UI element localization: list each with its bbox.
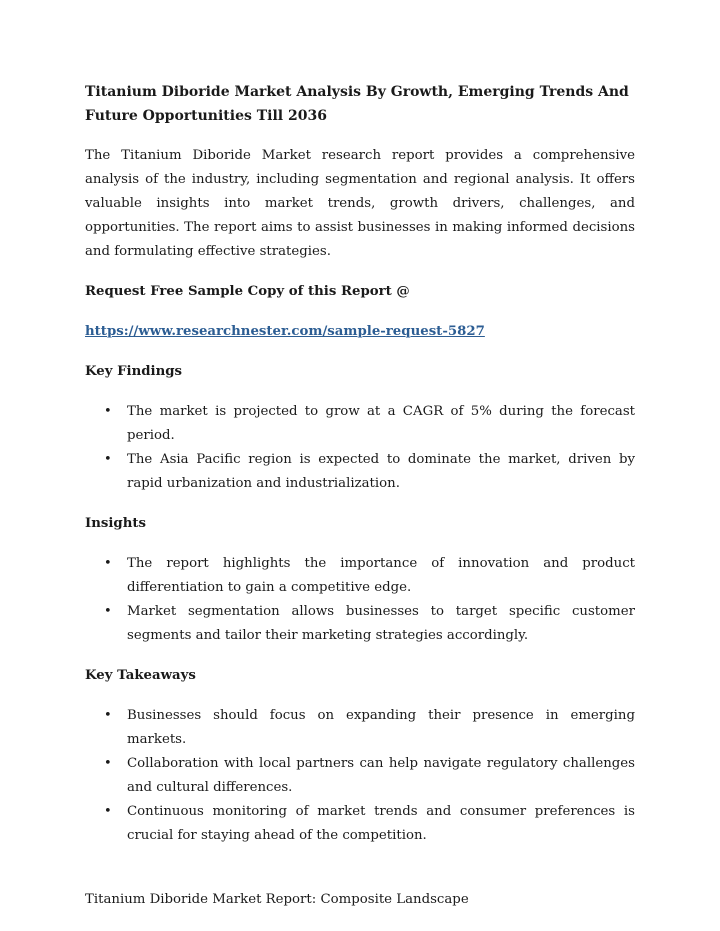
list-item	[85, 752, 635, 800]
bullet-icon: •	[104, 556, 112, 571]
key-findings-heading: Key Findings	[85, 364, 183, 379]
sample-request-link[interactable]: https://www.researchnester.com/sample-request-5827	[85, 324, 485, 339]
bullet-icon: •	[104, 756, 112, 771]
document-page	[85, 80, 635, 912]
list-item-text: Businesses should focus on expanding their presence in emerging markets.	[127, 708, 635, 747]
list-item	[85, 704, 635, 752]
list-item	[85, 800, 635, 848]
list-item-text: The report highlights the importance of innovation and product differentiation to gain a competitive edge.	[127, 556, 635, 595]
key-takeaways-heading: Key Takeaways	[85, 668, 196, 683]
key-takeaways-list	[85, 704, 635, 848]
list-item-text: Collaboration with local partners can help navigate regulatory challenges and cultural differences.	[127, 756, 635, 795]
bullet-icon: •	[104, 452, 112, 467]
request-sample-label: Request Free Sample Copy of this Report @	[85, 284, 410, 299]
bullet-icon: •	[104, 708, 112, 723]
list-item	[85, 400, 635, 448]
key-findings-list	[85, 400, 635, 496]
list-item-text: Continuous monitoring of market trends and consumer preferences is crucial for staying ahead of the competition.	[127, 804, 635, 843]
list-item	[85, 552, 635, 600]
list-item-text: The Asia Pacific region is expected to dominate the market, driven by rapid urbanization and industrialization.	[127, 452, 635, 491]
bullet-icon: •	[104, 404, 112, 419]
insights-heading: Insights	[85, 516, 147, 531]
intro-paragraph: The Titanium Diboride Market research report provides a comprehensive analysis of the industry, including segmentation and regional analysis. It offers valuable insights into market trends, growth drivers, challenges, and opportunities. The report aims to assist businesses in making informed decisions and formulating effective strategies.	[85, 148, 635, 259]
list-item-text: The market is projected to grow at a CAGR of 5% during the forecast period.	[127, 404, 635, 443]
list-item	[85, 448, 635, 496]
insights-list	[85, 552, 635, 648]
bullet-icon: •	[104, 604, 112, 619]
list-item-text: Market segmentation allows businesses to target specific customer segments and tailor their marketing strategies accordingly.	[127, 604, 635, 643]
list-item	[85, 600, 635, 648]
document-title: Titanium Diboride Market Analysis By Growth, Emerging Trends And Future Opportunities Till 2036	[85, 84, 629, 124]
report-landscape-line: Titanium Diboride Market Report: Composite Landscape	[85, 892, 469, 907]
bullet-icon: •	[104, 804, 112, 819]
